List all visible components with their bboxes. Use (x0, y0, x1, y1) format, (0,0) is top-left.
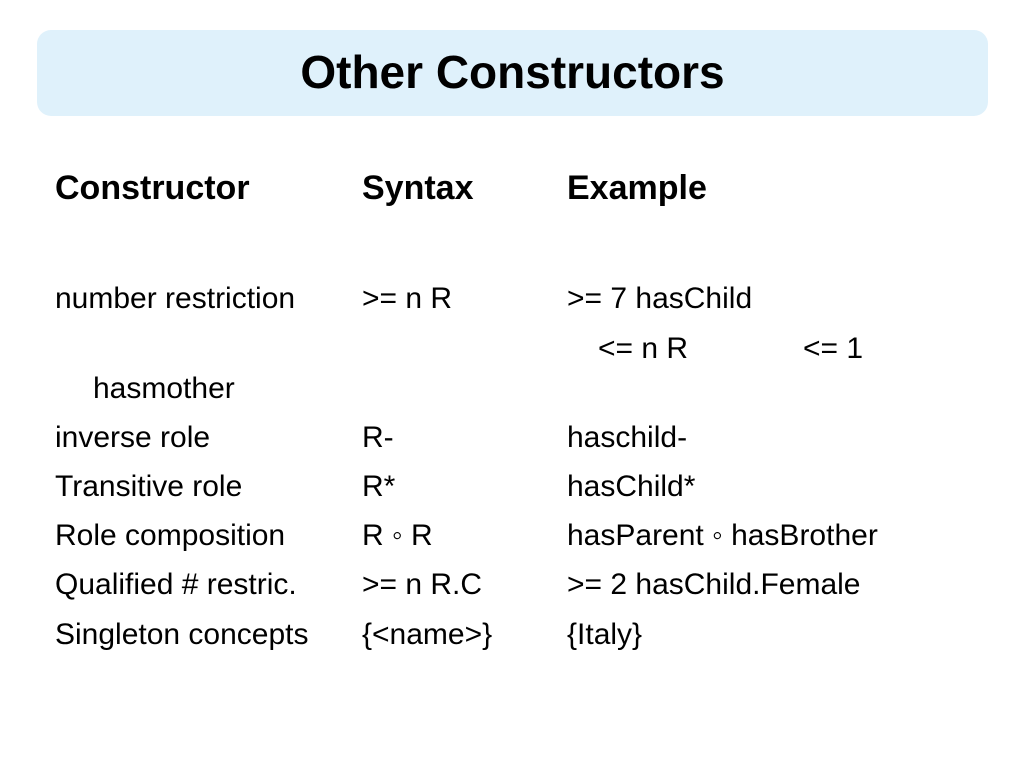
row-constructor: Singleton concepts (55, 618, 309, 651)
row-example: {Italy} (567, 618, 643, 651)
header-constructor: Constructor (55, 169, 250, 207)
row-example: hasChild* (567, 470, 696, 503)
row-constructor: Qualified # restric. (55, 568, 297, 601)
row-syntax: R ◦ R (362, 519, 433, 552)
row-example-wrap: hasmother (93, 372, 235, 405)
row-syntax: {<name>} (362, 618, 493, 651)
row-example: <= 1 (803, 332, 864, 365)
row-constructor: number restriction (55, 282, 296, 315)
row-constructor: Transitive role (55, 470, 243, 503)
row-syntax: R- (362, 421, 394, 454)
slide-title: Other Constructors (300, 46, 725, 98)
row-syntax: >= n R (362, 282, 453, 315)
header-syntax: Syntax (362, 169, 474, 207)
title-banner (37, 30, 988, 116)
row-syntax: <= n R (598, 332, 689, 365)
header-example: Example (567, 169, 707, 207)
row-example: haschild- (567, 421, 688, 454)
row-constructor: Role composition (55, 519, 286, 552)
row-syntax: >= n R.C (362, 568, 483, 601)
row-syntax: R* (362, 470, 396, 503)
row-example: hasParent ◦ hasBrother (567, 519, 878, 552)
row-example: >= 2 hasChild.Female (567, 568, 861, 601)
row-example: >= 7 hasChild (567, 282, 753, 315)
row-constructor: inverse role (55, 421, 211, 454)
